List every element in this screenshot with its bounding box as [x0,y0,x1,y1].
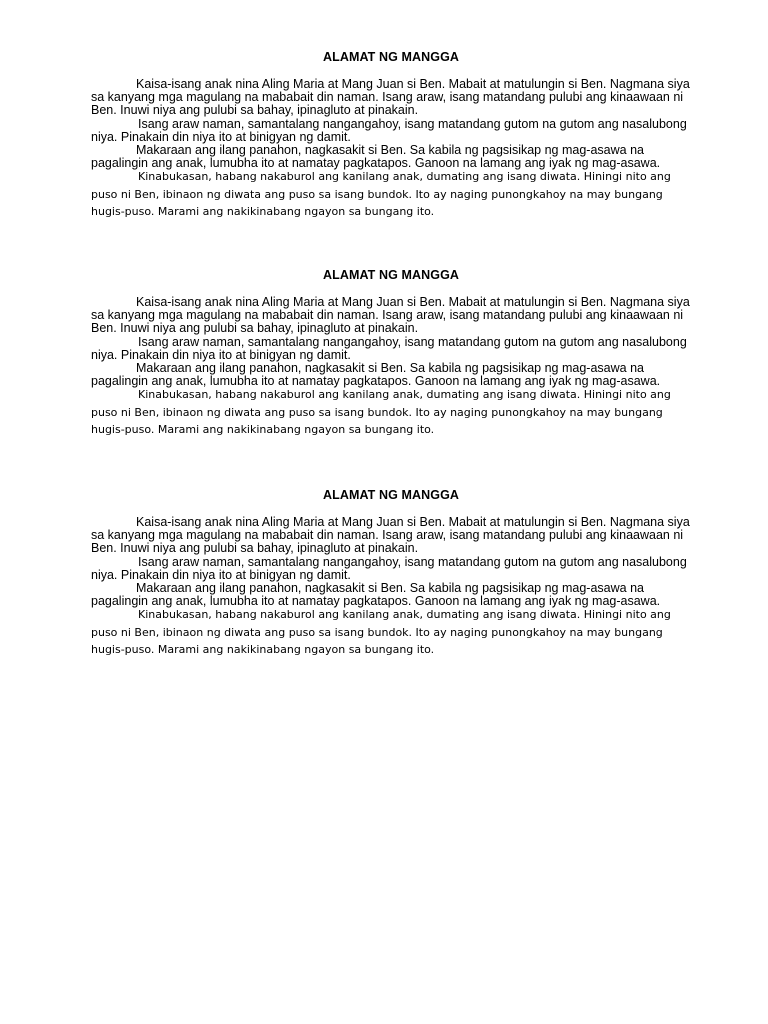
story-paragraph-2: Isang araw naman, samantalang nangangahoy, isang matandang gutom na gutom ang nasalubong niya. Pinakain din niya ito at binigyan ng damit. [91,554,687,582]
story-paragraph-4: Kinabukasan, habang nakaburol ang kanilang anak, dumating ang isang diwata. Hiningi nito ang puso ni Ben, ibinaon ng diwata ang puso sa isang bundok. Ito ay naging punongkahoy na may bungang hugis-puso. Marami ang nakikinabang ngayon sa bungang ito. [91,608,671,657]
story-paragraph-1: Kaisa-isang anak nina Aling Maria at Mang Juan si Ben. Mabait at matulungin si Ben. Nagmana siya sa kanyang mga magulang na mababait din naman. Isang araw, isang matandang pulubi ang kinaawaan ni Ben. Inuwi niya ang pulubi sa bahay, ipinagluto at pinakain. [91,515,690,556]
story-paragraph-1: Kaisa-isang anak nina Aling Maria at Mang Juan si Ben. Mabait at matulungin si Ben. Nagmana siya sa kanyang mga magulang na mababait din naman. Isang araw, isang matandang pulubi ang kinaawaan ni Ben. Inuwi niya ang pulubi sa bahay, ipinagluto at pinakain. [91,77,690,118]
story-paragraph-3: Makaraan ang ilang panahon, nagkasakit si Ben. Sa kabila ng pagsisikap ng mag-asawa na pagalingin ang anak, lumubha ito at namatay pagkatapos. Ganoon na lamang ang iyak ng mag-asawa. [91,581,661,609]
story-section-1 [91,49,691,221]
story-title: ALAMAT NG MANGGA [322,268,460,282]
story-paragraph-2: Isang araw naman, samantalang nangangahoy, isang matandang gutom na gutom ang nasalubong niya. Pinakain din niya ito at binigyan ng damit. [91,116,687,144]
story-section-3 [91,487,691,659]
story-paragraph-3: Makaraan ang ilang panahon, nagkasakit si Ben. Sa kabila ng pagsisikap ng mag-asawa na pagalingin ang anak, lumubha ito at namatay pagkatapos. Ganoon na lamang ang iyak ng mag-asawa. [91,361,661,389]
story-title: ALAMAT NG MANGGA [322,50,460,64]
story-paragraph-4: Kinabukasan, habang nakaburol ang kanilang anak, dumating ang isang diwata. Hiningi nito ang puso ni Ben, ibinaon ng diwata ang puso sa isang bundok. Ito ay naging punongkahoy na may bungang hugis-puso. Marami ang nakikinabang ngayon sa bungang ito. [91,388,671,437]
story-section-2 [91,267,691,439]
story-paragraph-1: Kaisa-isang anak nina Aling Maria at Mang Juan si Ben. Mabait at matulungin si Ben. Nagmana siya sa kanyang mga magulang na mababait din naman. Isang araw, isang matandang pulubi ang kinaawaan ni Ben. Inuwi niya ang pulubi sa bahay, ipinagluto at pinakain. [91,295,690,336]
story-paragraph-4: Kinabukasan, habang nakaburol ang kanilang anak, dumating ang isang diwata. Hiningi nito ang puso ni Ben, ibinaon ng diwata ang puso sa isang bundok. Ito ay naging punongkahoy na may bungang hugis-puso. Marami ang nakikinabang ngayon sa bungang ito. [91,170,671,219]
story-title: ALAMAT NG MANGGA [322,488,460,502]
story-paragraph-2: Isang araw naman, samantalang nangangahoy, isang matandang gutom na gutom ang nasalubong niya. Pinakain din niya ito at binigyan ng damit. [91,334,687,362]
story-paragraph-3: Makaraan ang ilang panahon, nagkasakit si Ben. Sa kabila ng pagsisikap ng mag-asawa na pagalingin ang anak, lumubha ito at namatay pagkatapos. Ganoon na lamang ang iyak ng mag-asawa. [91,143,661,171]
